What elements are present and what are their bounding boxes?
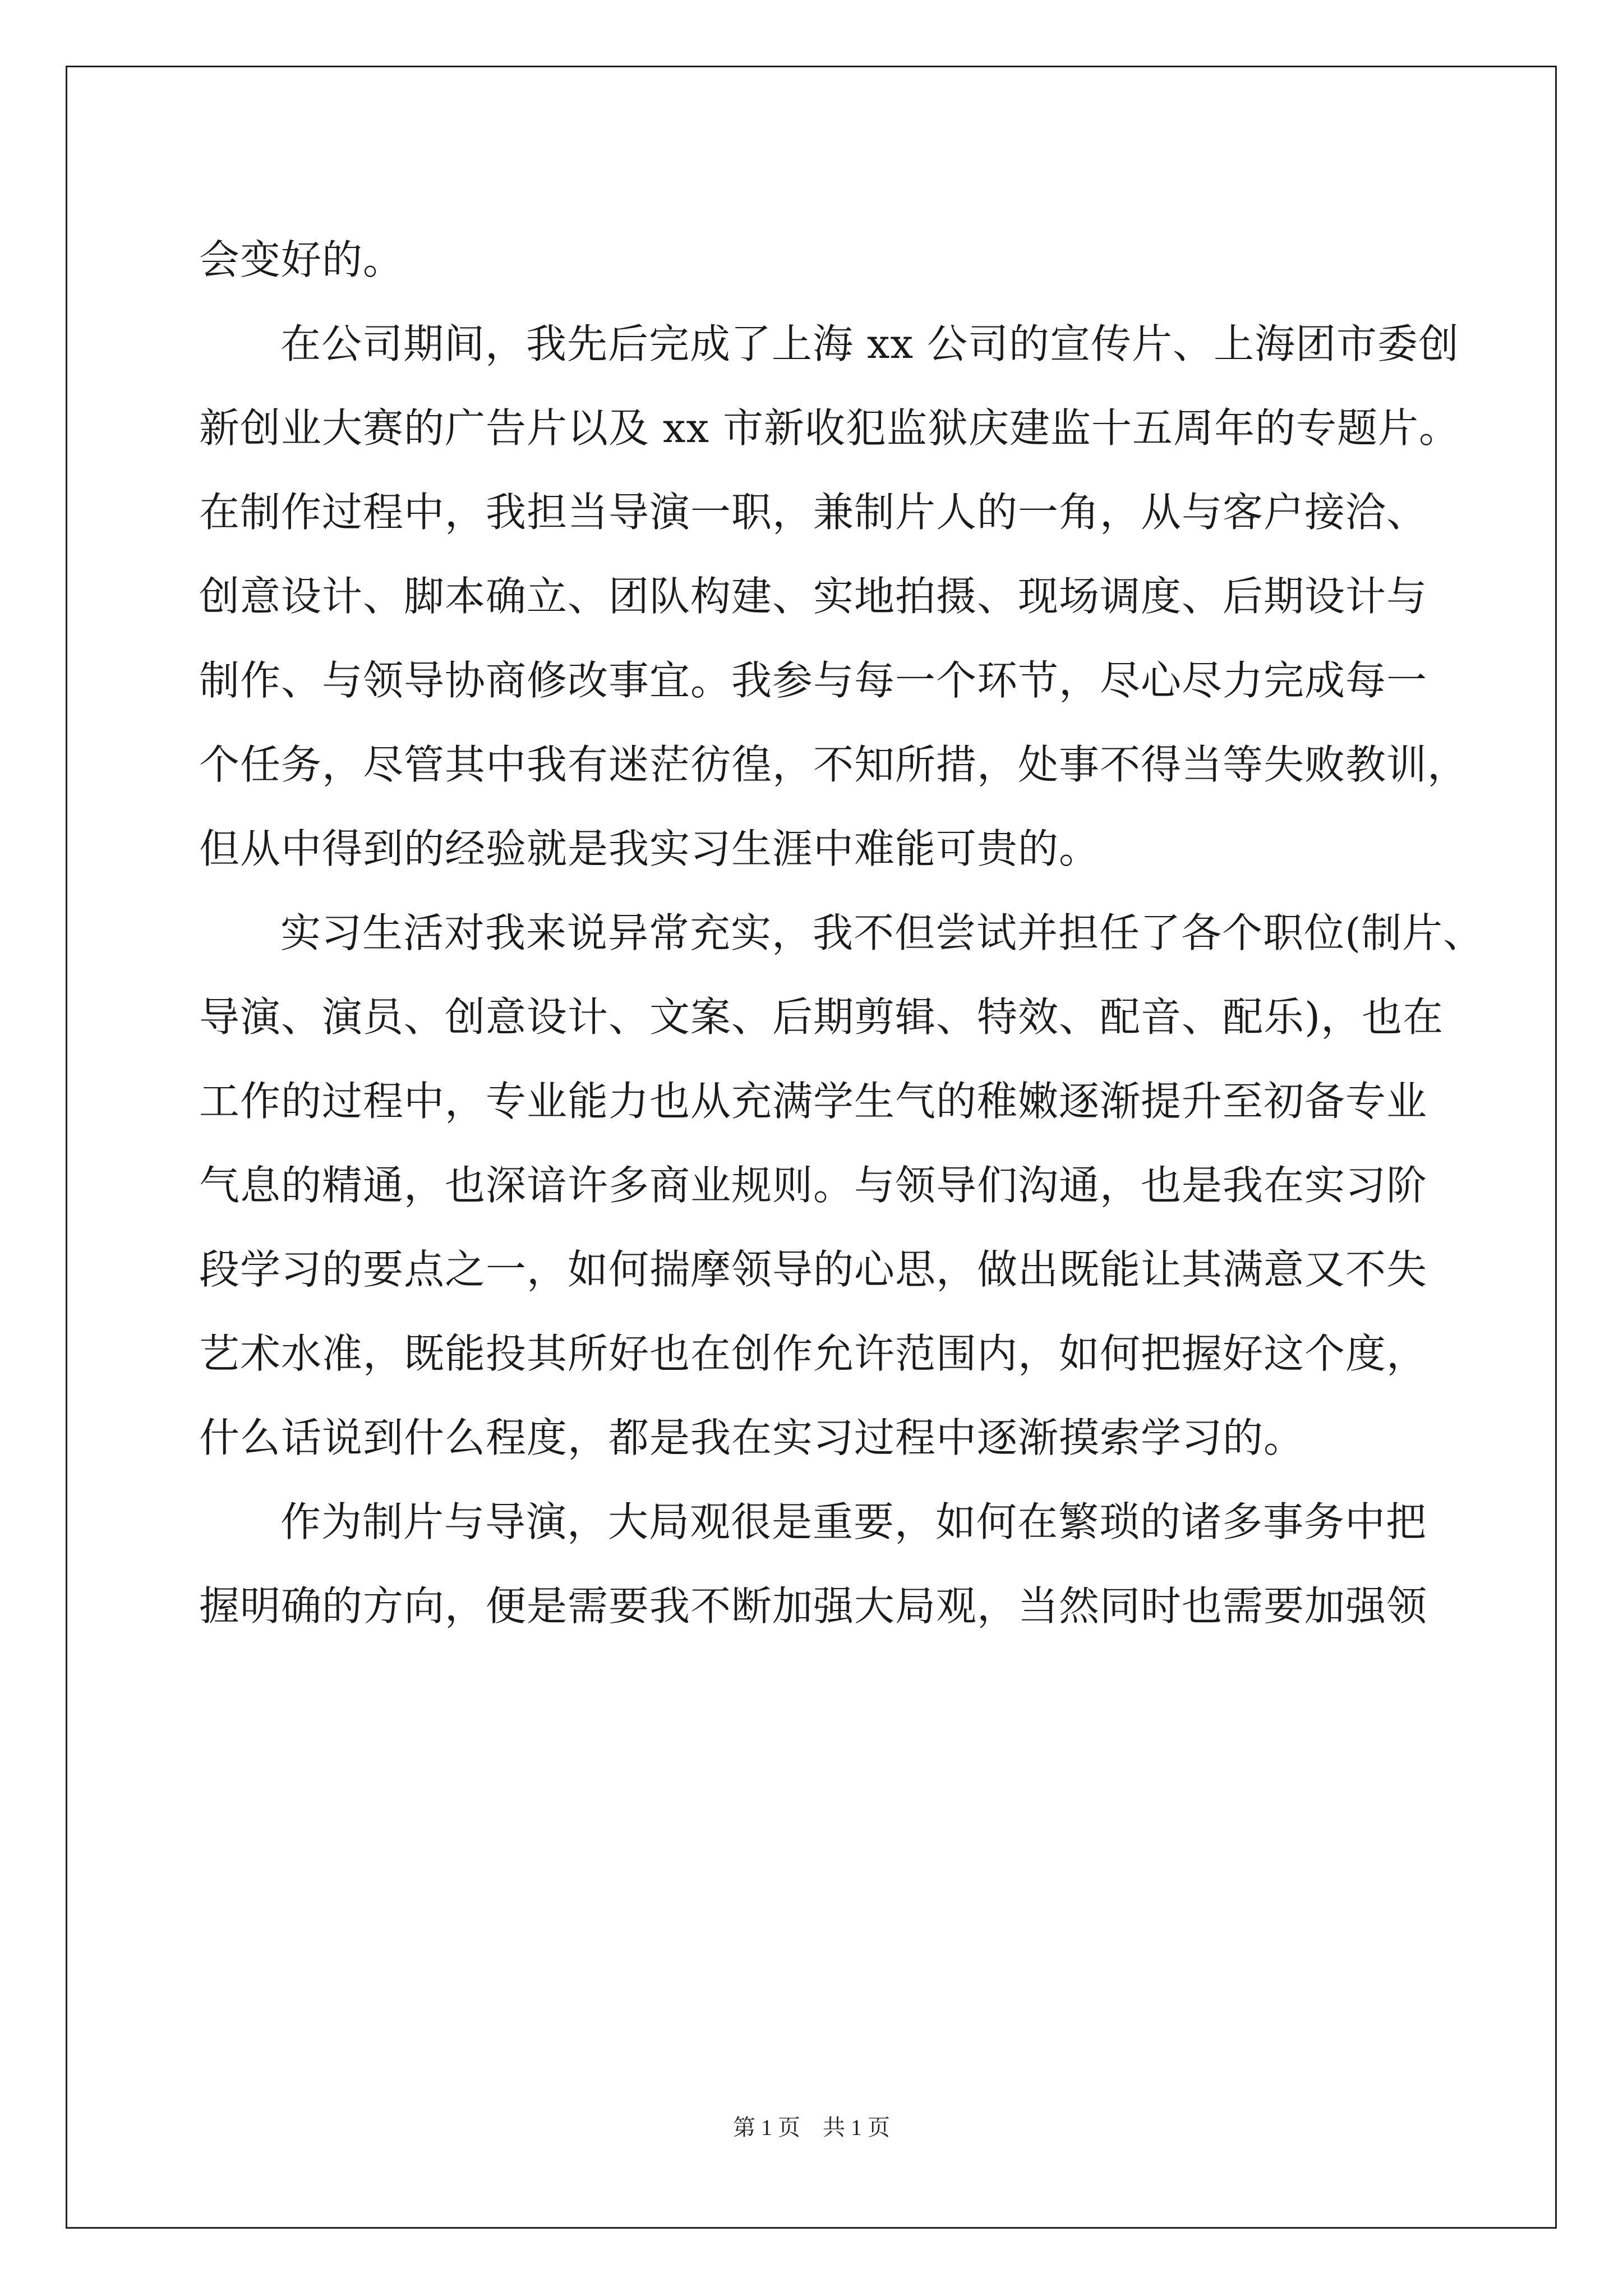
text-line: 但从中得到的经验就是我实习生涯中难能可贵的。 <box>199 825 1100 872</box>
text-line: 在公司期间，我先后完成了上海 xx 公司的宣传片、上海团市委创 <box>280 320 1459 367</box>
text-line: 什么话说到什么程度，都是我在实习过程中逐渐摸索学习的。 <box>199 1414 1305 1461</box>
text-line: 气息的精通，也深谙许多商业规则。与领导们沟通，也是我在实习阶 <box>199 1162 1428 1209</box>
text-line: 个任务，尽管其中我有迷茫彷徨，不知所措，处事不得当等失败教训， <box>199 741 1469 788</box>
document-body <box>199 218 1484 1648</box>
text-line: 实习生活对我来说异常充实，我不但尝试并担任了各个职位(制片、 <box>280 909 1484 956</box>
text-line: 工作的过程中，专业能力也从充满学生气的稚嫩逐渐提升至初备专业 <box>199 1078 1428 1125</box>
text-line: 会变好的。 <box>199 236 404 283</box>
text-line: 导演、演员、创意设计、文案、后期剪辑、特效、配音、配乐)，也在 <box>199 993 1444 1041</box>
text-line: 作为制片与导演，大局观很是重要，如何在繁琐的诸多事务中把 <box>280 1498 1427 1545</box>
text-line: 新创业大赛的广告片以及 xx 市新收犯监狱庆建监十五周年的专题片。 <box>199 404 1460 452</box>
text-line: 制作、与领导协商修改事宜。我参与每一个环节，尽心尽力完成每一 <box>199 657 1428 704</box>
text-line: 握明确的方向，便是需要我不断加强大局观，当然同时也需要加强领 <box>199 1582 1428 1630</box>
page-footer: 第 1 页 共 1 页 <box>733 2115 890 2140</box>
text-line: 创意设计、脚本确立、团队构建、实地拍摄、现场调度、后期设计与 <box>199 573 1428 620</box>
text-line: 段学习的要点之一，如何揣摩领导的心思，做出既能让其满意又不失 <box>199 1246 1428 1293</box>
text-line: 在制作过程中，我担当导演一职，兼制片人的一角，从与客户接洽、 <box>199 489 1428 536</box>
text-line: 艺术水准，既能投其所好也在创作允许范围内，如何把握好这个度， <box>199 1330 1428 1377</box>
